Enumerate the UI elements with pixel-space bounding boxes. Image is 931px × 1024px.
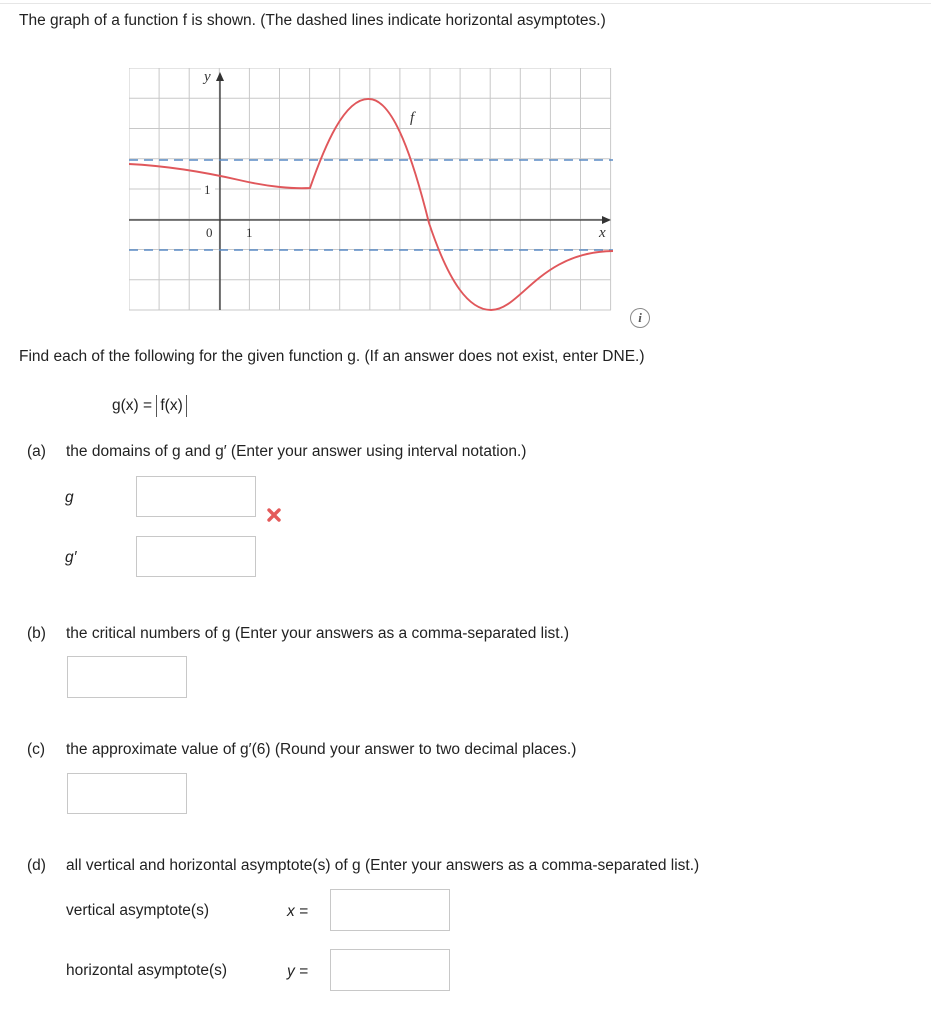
y-axis-arrow	[216, 72, 224, 81]
domain-gprime-label: g′	[65, 549, 77, 566]
function-curve	[129, 99, 613, 310]
y-tick-label-1: 1	[204, 182, 211, 197]
domain-gprime-input[interactable]	[136, 536, 256, 577]
info-icon[interactable]: i	[630, 308, 650, 328]
part-b-label: (b)	[27, 625, 46, 642]
horizontal-asymptote-label: horizontal asymptote(s)	[66, 962, 228, 979]
part-d-label: (d)	[27, 857, 46, 874]
vertical-asymptote-label: vertical asymptote(s)	[66, 902, 209, 919]
g-definition	[112, 395, 187, 417]
domain-g-label: g	[65, 489, 74, 506]
incorrect-icon	[266, 507, 282, 523]
horizontal-asymptote-var: y =	[287, 963, 309, 980]
x-axis-arrow	[602, 216, 611, 224]
g-definition-rhs: f(x)	[160, 397, 183, 414]
g-definition-lhs: g(x) =	[112, 397, 153, 414]
y-axis-label: y	[204, 69, 211, 85]
part-c-label: (c)	[27, 741, 46, 758]
critical-numbers-input[interactable]	[67, 656, 187, 698]
part-a-text: the domains of g and g′ (Enter your answer using interval notation.)	[66, 443, 527, 460]
x-tick-label-1: 1	[246, 225, 253, 240]
function-graph	[129, 68, 613, 314]
origin-label: 0	[206, 225, 213, 240]
g-prime-value-input[interactable]	[67, 773, 187, 814]
vertical-asymptote-input[interactable]	[330, 889, 450, 931]
abs-value-bars	[156, 395, 186, 417]
instructions-text: Find each of the following for the given function g. (If an answer does not exist, enter DNE.)	[19, 348, 645, 365]
part-a-label: (a)	[27, 443, 46, 460]
vertical-asymptote-var: x =	[287, 903, 309, 920]
intro-text: The graph of a function f is shown. (The dashed lines indicate horizontal asymptotes.)	[19, 12, 606, 29]
part-b-text: the critical numbers of g (Enter your answers as a comma-separated list.)	[66, 625, 570, 642]
x-axis-label: x	[599, 225, 606, 241]
part-d-text: all vertical and horizontal asymptote(s) of g (Enter your answers as a comma-separated list.)	[66, 857, 700, 874]
top-divider	[0, 3, 931, 4]
f-curve-label: f	[410, 110, 415, 126]
domain-g-input[interactable]	[136, 476, 256, 517]
part-c-text: the approximate value of g′(6) (Round your answer to two decimal places.)	[66, 741, 577, 758]
horizontal-asymptote-input[interactable]	[330, 949, 450, 991]
